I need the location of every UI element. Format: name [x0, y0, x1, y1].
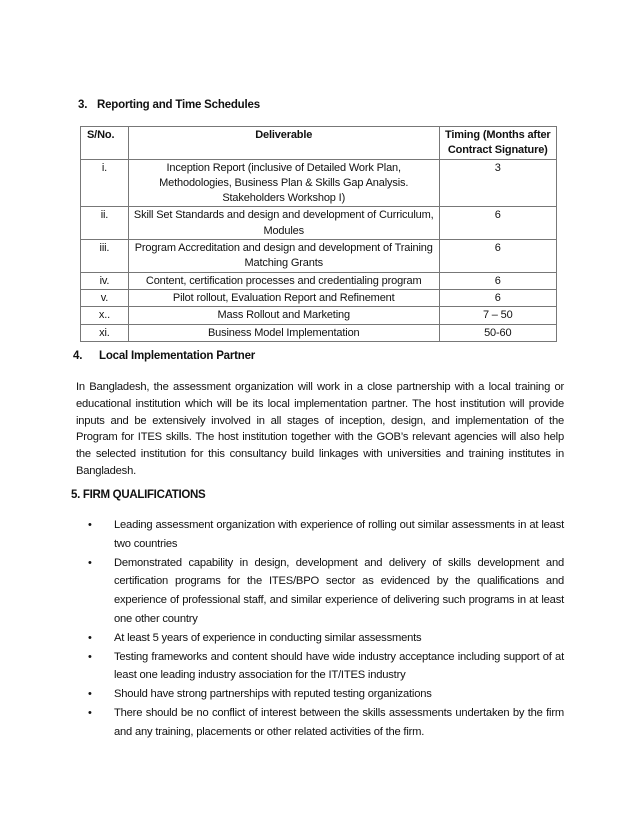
table-row — [81, 159, 557, 207]
bullet-icon: • — [88, 519, 92, 531]
cell-sno: xi. — [81, 324, 129, 341]
header-deliverable: Deliverable — [128, 127, 439, 160]
bullet-icon: • — [88, 650, 92, 663]
cell-sno: v. — [81, 289, 129, 306]
list-item-text: Leading assessment organization with experience of rolling out similar assessments in at least two countries — [114, 519, 564, 550]
table-row — [81, 272, 557, 289]
cell-deliverable: Pilot rollout, Evaluation Report and Refinement — [128, 289, 439, 306]
list-item — [88, 704, 564, 742]
section-3-number: 3. — [78, 99, 88, 111]
cell-timing: 50-60 — [439, 324, 556, 341]
bullet-icon: • — [88, 688, 92, 701]
cell-timing: 6 — [439, 289, 556, 306]
list-item — [88, 648, 564, 686]
cell-sno: iv. — [81, 272, 129, 289]
list-item-text: Should have strong partnerships with reputed testing organizations — [114, 688, 432, 701]
header-timing: Timing (Months after Contract Signature) — [439, 127, 556, 160]
section-4-title: Local Implementation Partner — [99, 350, 256, 362]
section-3-title: Reporting and Time Schedules — [97, 99, 260, 111]
cell-timing: 6 — [439, 272, 556, 289]
table-header-row — [81, 127, 557, 160]
schedule-table — [80, 126, 557, 342]
cell-timing: 6 — [439, 240, 556, 273]
header-sno: S/No. — [81, 127, 129, 160]
section-5-heading: 5. FIRM QUALIFICATIONS — [71, 489, 206, 501]
section-3-heading — [78, 99, 260, 111]
list-item — [88, 554, 564, 629]
section-4-paragraph: In Bangladesh, the assessment organization will work in a close partnership with a local training or educational institution which will be its local implementation partner. The host institution will provide inputs and be extensively involved in all stages of inception, design, and implementation of the Program for ITES skills. The host institution together with the GOB’s relevant agencies will also help the selected institution for this consultancy build linkages with universities and training institutes in Bangladesh. — [76, 381, 564, 477]
bullet-icon: • — [88, 631, 92, 644]
list-item — [88, 629, 564, 648]
cell-deliverable: Mass Rollout and Marketing — [128, 307, 439, 324]
bullet-icon: • — [88, 556, 92, 569]
list-item — [88, 516, 564, 554]
list-item — [88, 685, 564, 704]
section-4-heading — [73, 350, 255, 362]
list-item-text: Testing frameworks and content should have wide industry acceptance including support of at least one leading industry association for the IT/ITES industry — [114, 650, 564, 682]
bullet-icon: • — [88, 706, 92, 719]
cell-sno: i. — [81, 159, 129, 207]
cell-timing: 7 – 50 — [439, 307, 556, 324]
table-row — [81, 207, 557, 240]
cell-sno: iii. — [81, 240, 129, 273]
qualifications-list — [88, 516, 564, 742]
table-row — [81, 289, 557, 306]
table-row — [81, 324, 557, 341]
cell-sno: ii. — [81, 207, 129, 240]
list-item-text: Demonstrated capability in design, development and delivery of skills development and certification programs for the ITES/BPO sector as evidenced by the qualifications and experience of professional staff, and similar experience of delivering such programs in at least one other country — [114, 556, 564, 625]
cell-deliverable: Program Accreditation and design and development of Training Matching Grants — [128, 240, 439, 273]
list-item-text: There should be no conflict of interest between the skills assessments undertaken by the firm and any training, placements or other related activities of the firm. — [114, 706, 564, 738]
cell-deliverable: Content, certification processes and credentialing program — [128, 272, 439, 289]
cell-deliverable: Business Model Implementation — [128, 324, 439, 341]
cell-timing: 3 — [439, 159, 556, 207]
cell-timing: 6 — [439, 207, 556, 240]
cell-sno: x.. — [81, 307, 129, 324]
list-item-text: At least 5 years of experience in conducting similar assessments — [114, 631, 422, 644]
cell-deliverable: Skill Set Standards and design and development of Curriculum, Modules — [128, 207, 439, 240]
table-row — [81, 240, 557, 273]
section-4-number: 4. — [73, 350, 83, 362]
table-row — [81, 307, 557, 324]
cell-deliverable: Inception Report (inclusive of Detailed Work Plan, Methodologies, Business Plan & Skills Gap Analysis. Stakeholders Workshop I) — [128, 159, 439, 207]
